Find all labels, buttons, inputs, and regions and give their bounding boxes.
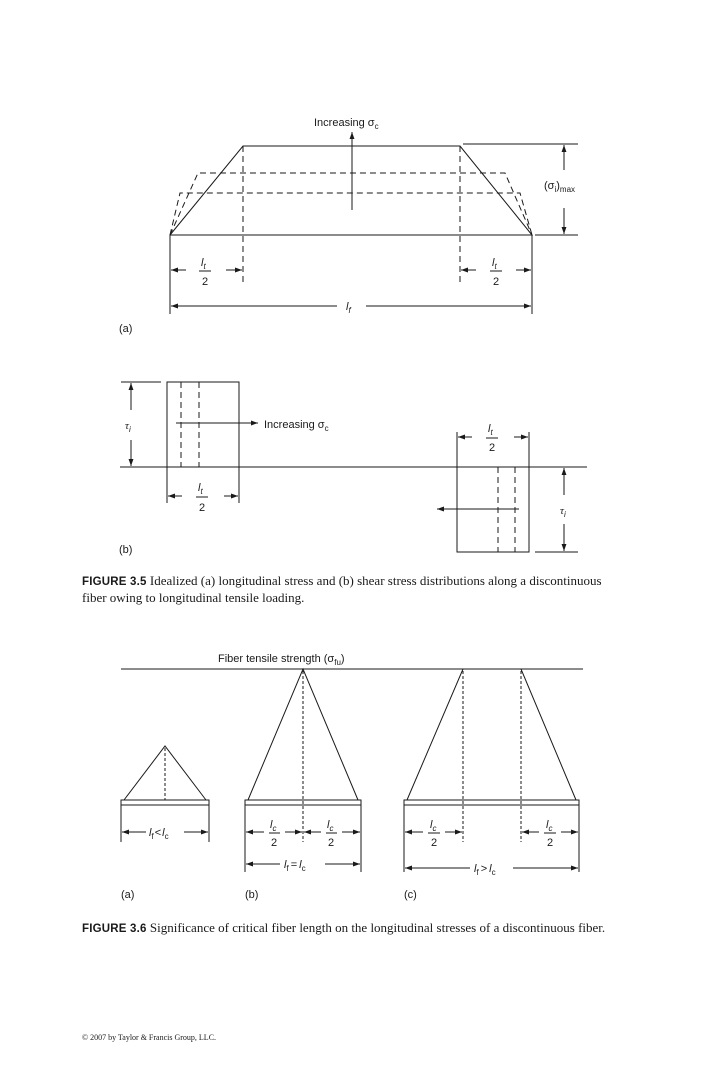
tau-left-label: $\tau_i$	[125, 420, 131, 434]
lt-half-b-top-numerator: $l_t$	[488, 423, 493, 437]
panel-tag-3-6-b: (b)	[245, 889, 259, 901]
lt-half-right-denominator: 2	[493, 276, 500, 288]
dim-c-half-right-numerator: $l_c$	[546, 819, 553, 833]
dim-b-half-left-denominator: 2	[271, 837, 278, 849]
figure-3-5-panel-b-labels	[119, 419, 566, 556]
panel-tag-a: (a)	[119, 323, 133, 335]
dim-b-total-label: $l_f = l_c$	[284, 859, 306, 873]
lt-half-b-bottom-denominator: 2	[199, 502, 206, 514]
figure-3-6-caption	[82, 920, 627, 937]
panel-tag-3-6-c: (c)	[404, 889, 417, 901]
lt-half-b-top-denominator: 2	[489, 442, 496, 454]
figure-3-6-diagram	[121, 669, 583, 872]
shear-block-left	[167, 382, 239, 467]
stress-trapezoid-c	[407, 669, 576, 800]
figure-3-5-panel-a	[170, 132, 578, 314]
figure-3-5-caption-text: Idealized (a) longitudinal stress and (b) shear stress distributions along a discontinuous fiber owing to longitudinal tensile loading.	[82, 573, 602, 605]
lt-half-right-numerator: $l_t$	[492, 257, 497, 271]
max-stress-label: $(\sigma_i)_{max}$	[544, 180, 576, 194]
stress-trapezoid-dashed-upper	[170, 173, 532, 235]
lt-half-left-numerator: $l_t$	[201, 257, 206, 271]
fiber-bar-a	[121, 800, 209, 805]
figure-3-5-caption	[82, 573, 627, 605]
figure-3-5-caption-number: FIGURE 3.5	[82, 576, 147, 588]
fiber-strength-label: Fiber tensile strength $(\sigma_{fu})$	[218, 653, 345, 667]
dim-b-half-left-numerator: $l_c$	[270, 819, 277, 833]
figure-3-5-panel-a-labels	[119, 117, 575, 335]
dim-b-half-right-denominator: 2	[328, 837, 335, 849]
fiber-bar-c	[404, 800, 579, 805]
figure-3-6-caption-text: Significance of critical fiber length on the longitudinal stresses of a discontinuous fiber.	[149, 920, 606, 935]
figure-3-5-panel-b	[120, 382, 587, 552]
panel-tag-3-6-a: (a)	[121, 889, 135, 901]
stress-trapezoid-dashed-lower	[170, 193, 532, 235]
increasing-label-a: Increasing $\sigma_c$	[314, 117, 379, 131]
dim-c-half-left-numerator: $l_c$	[430, 819, 437, 833]
increasing-label-b: Increasing $\sigma_c$	[264, 419, 329, 433]
lf-total-label: $l_f$	[346, 301, 351, 315]
dim-a-label: $l_f<l_c$	[149, 827, 169, 841]
tau-right-label: $\tau_i$	[560, 505, 566, 519]
lt-half-b-bottom-numerator: $l_t$	[198, 482, 203, 496]
lt-half-left-denominator: 2	[202, 276, 209, 288]
dim-c-half-right-denominator: 2	[547, 837, 554, 849]
stress-trapezoid-solid	[170, 146, 532, 235]
panel-tag-b: (b)	[119, 544, 133, 556]
copyright-notice: © 2007 by Taylor & Francis Group, LLC.	[82, 1033, 217, 1042]
figure-3-6-caption-number: FIGURE 3.6	[82, 923, 147, 935]
dim-b-half-right-numerator: $l_c$	[327, 819, 334, 833]
dim-c-total-label: $l_f > l_c$	[474, 863, 496, 877]
dim-c-half-left-denominator: 2	[431, 837, 438, 849]
